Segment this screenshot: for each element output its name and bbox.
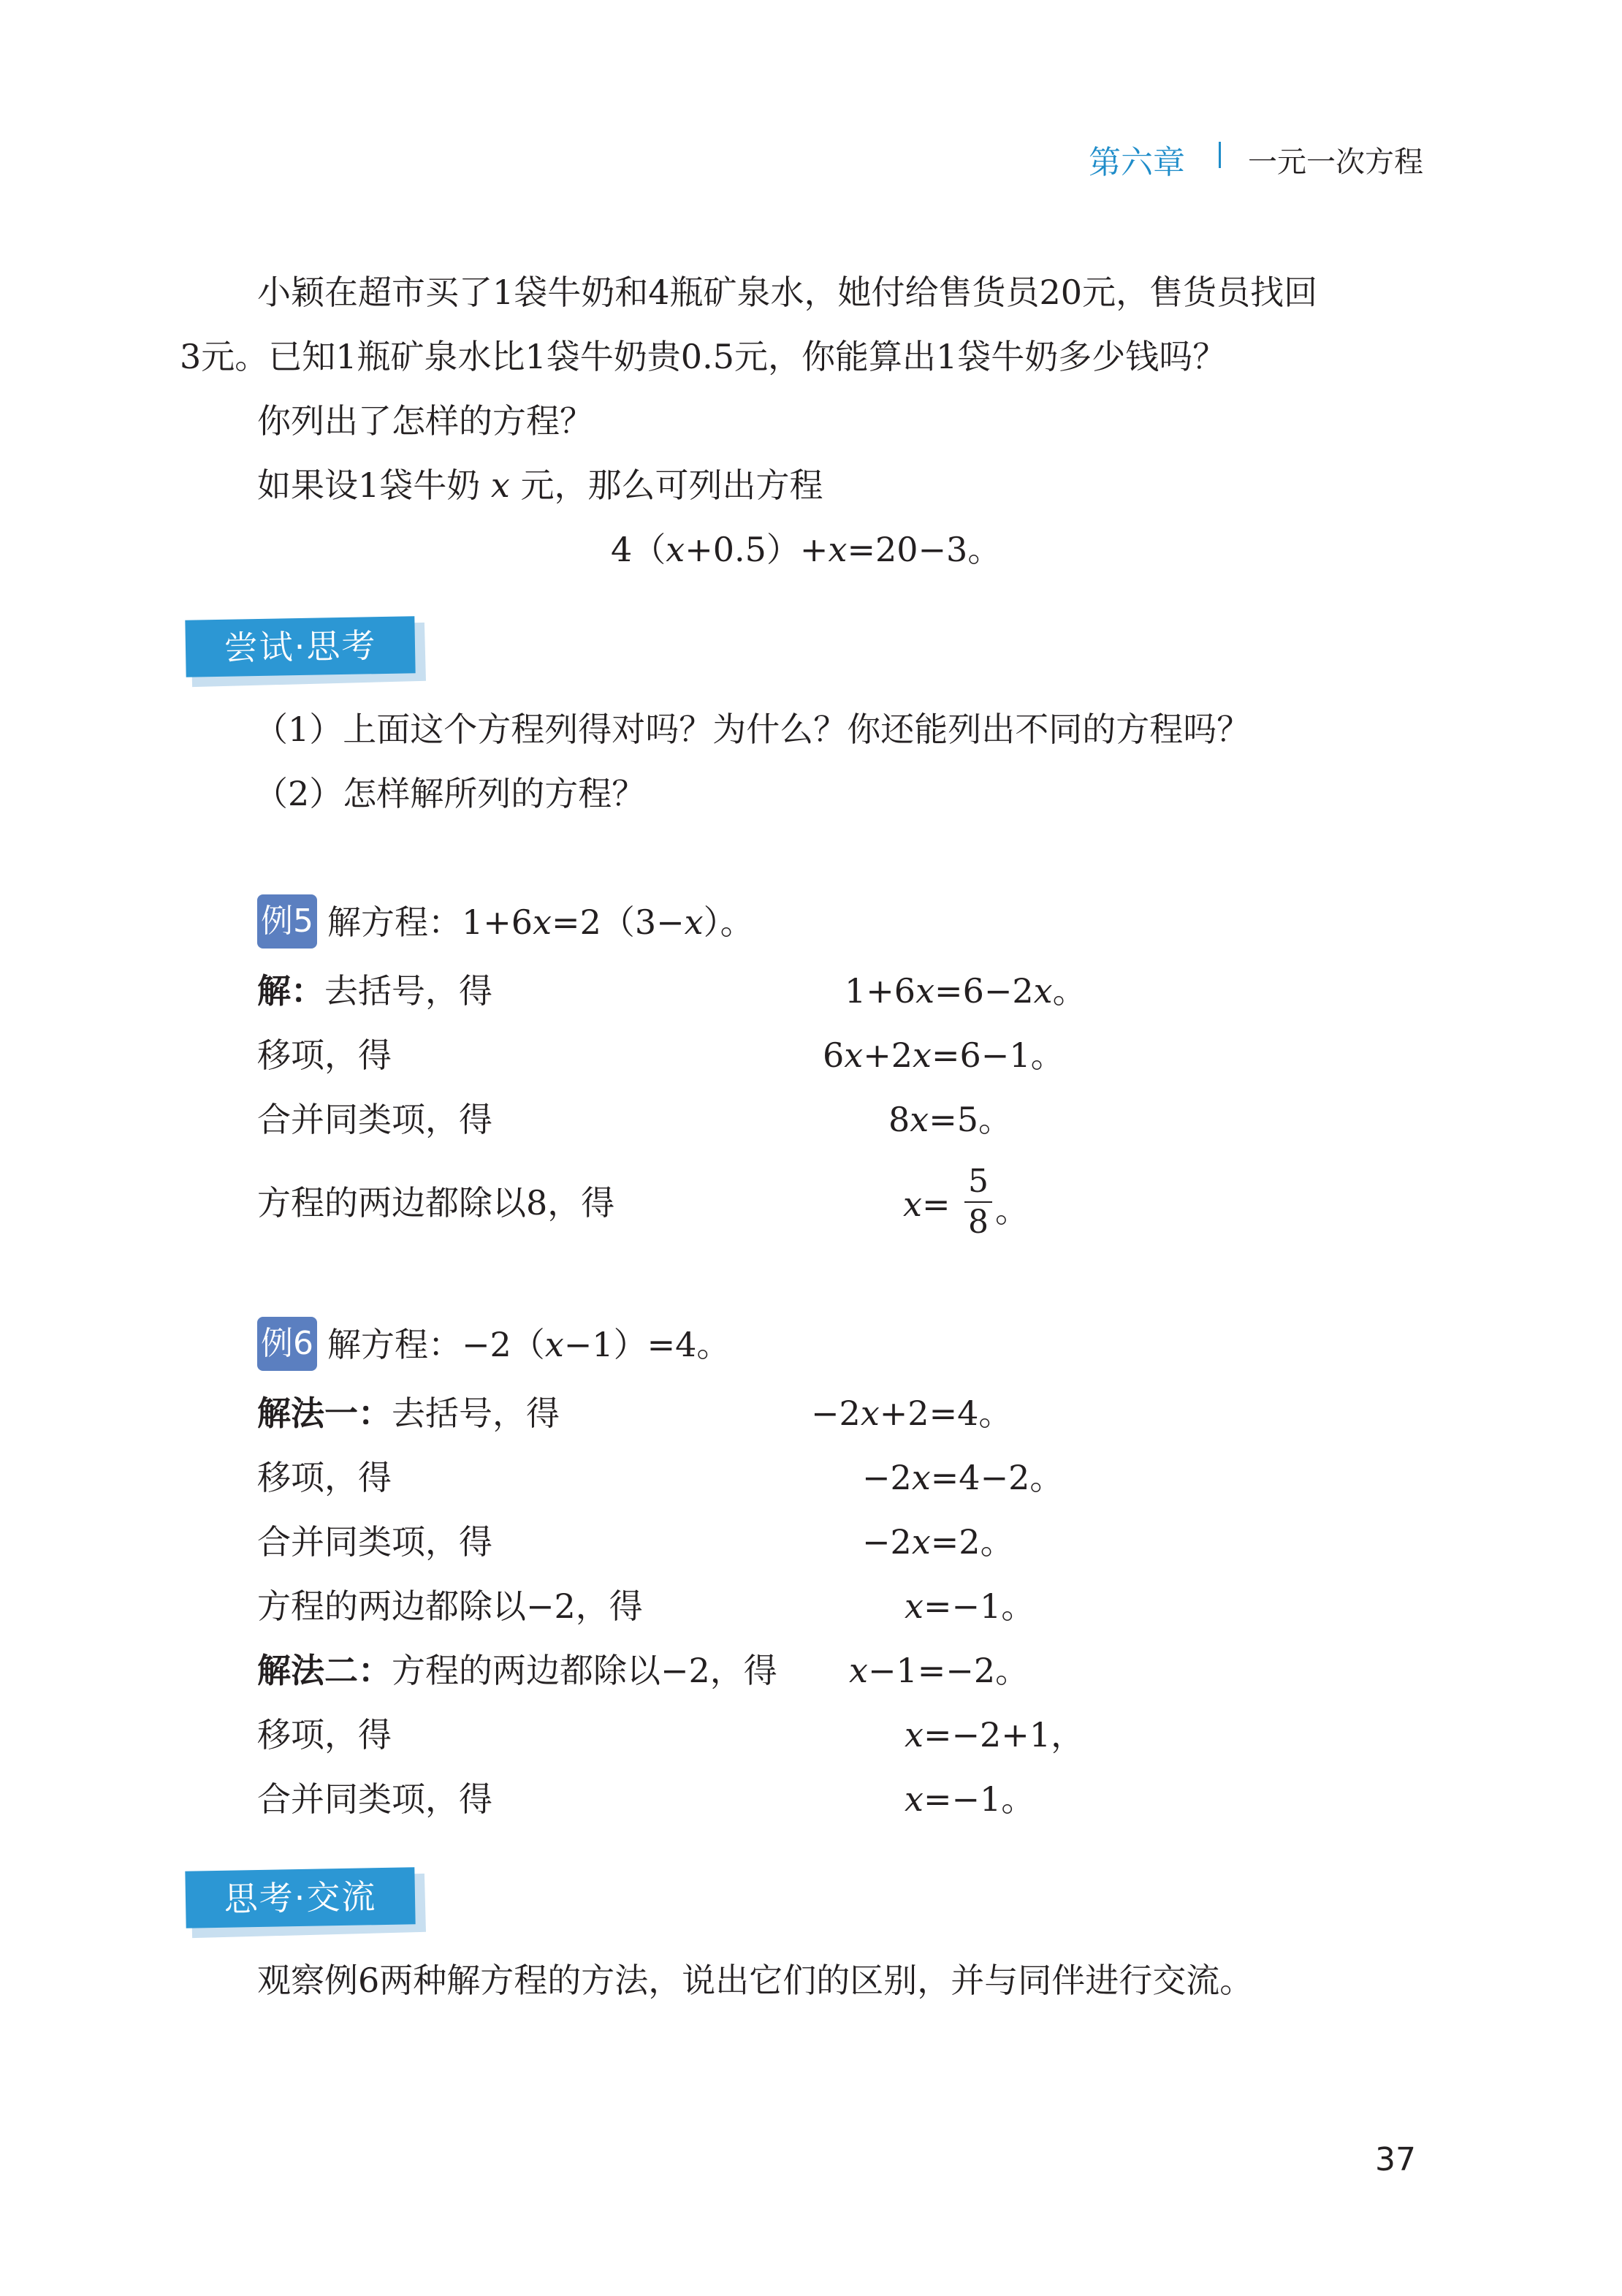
fraction-5-8	[960, 1163, 997, 1241]
example5-step-2-label: 移项，得	[257, 1035, 392, 1075]
fraction-bar	[964, 1201, 992, 1203]
method1-step-2-eq: −2x=4−2。	[862, 1458, 1064, 1497]
fraction-numerator: 5	[968, 1163, 989, 1200]
example5-step-3-eq: 8x=5。	[888, 1100, 1013, 1139]
example5-step-4-label: 方程的两边都除以8，得	[257, 1183, 615, 1223]
think-exchange-text: 观察例6两种解方程的方法，说出它们的区别，并与同伴进行交流。	[257, 1961, 1254, 2000]
chapter-label: 第六章	[1089, 144, 1185, 181]
fraction-denominator: 8	[968, 1204, 989, 1241]
intro-line-4: 如果设1袋牛奶 x 元，那么可列出方程	[257, 465, 823, 505]
method1-step-4-label: 方程的两边都除以−2，得	[257, 1586, 643, 1626]
intro-line-2: 3元。已知1瓶矿泉水比1袋牛奶贵0.5元，你能算出1袋牛奶多少钱吗？	[180, 337, 1227, 376]
method2-step-1-label: 解法二：方程的两边都除以−2，得	[257, 1651, 777, 1690]
example5-problem: 解方程：1+6x=2（3−x）。	[327, 902, 754, 942]
try-think-tag	[186, 618, 419, 677]
example5-step-3-label: 合并同类项，得	[257, 1100, 492, 1139]
try-think-label: 尝试·思考	[185, 616, 415, 677]
method2-step-2-label: 移项，得	[257, 1715, 392, 1755]
question-1: （1）上面这个方程列得对吗？为什么？你还能列出不同的方程吗？	[254, 710, 1251, 749]
method1-step-3-eq: −2x=2。	[862, 1522, 1014, 1562]
example6-problem: 解方程：−2（x−1）=4。	[327, 1325, 731, 1364]
example5-step-1-eq: 1+6x=6−2x。	[845, 971, 1086, 1011]
method1-step-3-label: 合并同类项，得	[257, 1522, 492, 1562]
method2-step-2-eq: x=−2+1，	[905, 1715, 1085, 1755]
think-exchange-tag	[186, 1869, 419, 1928]
method1-step-1-label: 解法一：去括号，得	[257, 1394, 560, 1433]
intro-equation: 4（x+0.5）+x=20−3。	[611, 530, 1002, 569]
intro-line-3: 你列出了怎样的方程？	[257, 401, 593, 441]
chapter-title: 一元一次方程	[1248, 145, 1423, 179]
example5-badge: 例5	[257, 894, 317, 949]
method2-step-1-eq: x−1=−2。	[849, 1651, 1029, 1690]
page-number: 37	[1375, 2141, 1416, 2178]
method2-step-3-label: 合并同类项，得	[257, 1779, 492, 1819]
method1-step-2-label: 移项，得	[257, 1458, 392, 1497]
example5-step-4-period: 。	[995, 1190, 1029, 1230]
method2-step-3-eq: x=−1。	[905, 1779, 1035, 1819]
intro-line-1: 小颖在超市买了1袋牛奶和4瓶矿泉水，她付给售货员20元，售货员找回	[257, 273, 1318, 312]
example5-step-2-eq: 6x+2x=6−1。	[823, 1035, 1065, 1075]
question-2: （2）怎样解所列的方程？	[254, 774, 646, 813]
method1-step-4-eq: x=−1。	[905, 1586, 1035, 1626]
example6-badge: 例6	[257, 1317, 317, 1371]
example5-step-4-eq: x=	[903, 1185, 951, 1224]
think-exchange-label: 思考·交流	[185, 1867, 415, 1928]
header-divider	[1219, 142, 1221, 168]
method1-step-1-eq: −2x+2=4。	[811, 1394, 1013, 1433]
example5-step-1-label: 解：去括号，得	[257, 971, 492, 1011]
